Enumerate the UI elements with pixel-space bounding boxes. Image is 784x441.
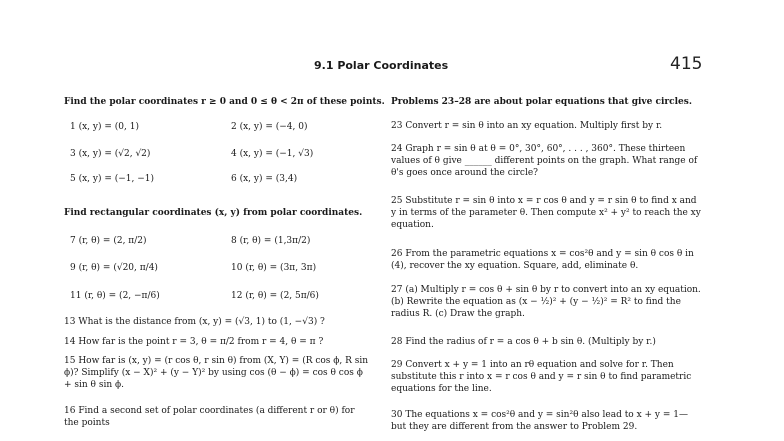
exercise-16: 16 Find a second set of polar coordinates (a different r or θ) for the points xyxy=(64,406,355,428)
exercise-11: 11 (r, θ) = (2, −π/6) xyxy=(70,291,160,301)
exercise-8: 8 (r, θ) = (1,3π/2) xyxy=(231,236,311,246)
exercise-14: 14 How far is the point r = 3, θ = π/2 from r = 4, θ = π ? xyxy=(64,337,324,347)
exercise-3: 3 (x, y) = (√2, √2) xyxy=(70,149,151,159)
exercise-5: 5 (x, y) = (−1, −1) xyxy=(70,174,155,184)
section-title: 9.1 Polar Coordinates xyxy=(314,59,449,72)
exercise-27: 27 (a) Multiply r = cos θ + sin θ by r to convert into an xy equation. (b) Rewrite the equation as (x − ½)² + (y − ½)² = R² to find the radius R. (c) Draw the graph. xyxy=(391,285,701,319)
problems-heading: Problems 23–28 are about polar equations that give circles. xyxy=(391,97,692,107)
exercise-13: 13 What is the distance from (x, y) = (√3, 1) to (1, −√3) ? xyxy=(64,317,325,327)
exercise-26: 26 From the parametric equations x = cos²θ and y = sin θ cos θ in (4), recover the xy equation. Square, add, eliminate θ. xyxy=(391,249,694,271)
exercise-23: 23 Convert r = sin θ into an xy equation. Multiply first by r. xyxy=(391,121,663,131)
exercise-30: 30 The equations x = cos²θ and y = sin²θ also lead to x + y = 1—but they are different from the answer to Problem 29. xyxy=(391,410,688,432)
exercise-25: 25 Substitute r = sin θ into x = r cos θ and y = r sin θ to find x and y in terms of the parameter θ. Then compute x² + y² to reach the xy equation. xyxy=(391,196,701,230)
exercise-4: 4 (x, y) = (−1, √3) xyxy=(231,149,314,159)
page-number: 415 xyxy=(670,54,703,74)
exercise-2: 2 (x, y) = (−4, 0) xyxy=(231,122,308,132)
exercise-24: 24 Graph r = sin θ at θ = 0°, 30°, 60°, . . . , 360°. These thirteen values of θ give ______ different points on the graph. What range of θ's goes once around the circle? xyxy=(391,144,698,178)
exercise-1: 1 (x, y) = (0, 1) xyxy=(70,122,139,132)
exercise-heading-polar: Find the polar coordinates r ≥ 0 and 0 ≤ θ < 2π of these points. xyxy=(64,97,385,107)
exercise-9: 9 (r, θ) = (√20, π/4) xyxy=(70,263,158,273)
exercise-15: 15 How far is (x, y) = (r cos θ, r sin θ) from (X, Y) = (R cos ϕ, R sin ϕ)? Simplify (x − X)² + (y − Y)² by using cos (θ − ϕ) = cos θ cos ϕ + sin θ sin ϕ. xyxy=(64,356,369,390)
exercise-heading-rectangular: Find rectangular coordinates (x, y) from polar coordinates. xyxy=(64,208,363,218)
exercise-10: 10 (r, θ) = (3π, 3π) xyxy=(231,263,317,273)
exercise-12: 12 (r, θ) = (2, 5π/6) xyxy=(231,291,319,301)
exercise-7: 7 (r, θ) = (2, π/2) xyxy=(70,236,147,246)
exercise-29: 29 Convert x + y = 1 into an rθ equation and solve for r. Then substitute this r into x = r cos θ and y = r sin θ to find parametric equations for the line. xyxy=(391,360,692,394)
exercise-6: 6 (x, y) = (3,4) xyxy=(231,174,298,184)
exercise-28: 28 Find the radius of r = a cos θ + b sin θ. (Multiply by r.) xyxy=(391,337,656,347)
